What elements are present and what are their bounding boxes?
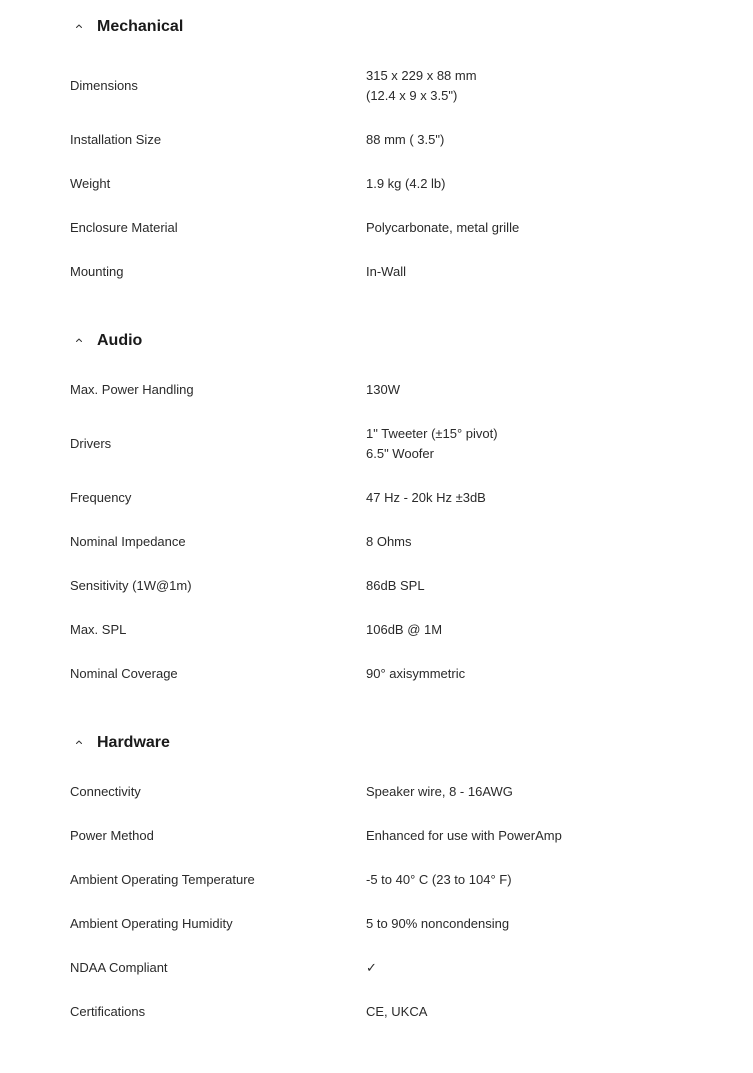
spec-row (70, 770, 710, 814)
spec-label: Max. SPL (70, 622, 127, 637)
section-title: Mechanical (97, 18, 184, 35)
chevron-up-icon[interactable] (74, 737, 84, 747)
spec-label: Power Method (70, 828, 154, 843)
spec-row (70, 54, 710, 118)
spec-value (366, 576, 710, 596)
spec-label: Drivers (70, 436, 112, 451)
spec-row (70, 858, 710, 902)
section-title: Hardware (97, 734, 170, 751)
spec-value (366, 488, 710, 508)
spec-value (366, 826, 710, 846)
section-spacer (70, 294, 710, 314)
spec-value (366, 424, 710, 464)
spec-value-line: 6.5" Woofer (366, 446, 434, 461)
specs-container (70, 0, 710, 1034)
spec-value-line: 47 Hz - 20k Hz ±3dB (366, 490, 486, 505)
spec-label: Max. Power Handling (70, 382, 194, 397)
spec-value (366, 532, 710, 552)
spec-label: Dimensions (70, 78, 138, 93)
spec-value-line: Enhanced for use with PowerAmp (366, 828, 562, 843)
spec-value (366, 262, 710, 282)
spec-value (366, 174, 710, 194)
spec-row (70, 250, 710, 294)
spec-value-line: 1" Tweeter (±15° pivot) (366, 426, 498, 441)
spec-value-line: CE, UKCA (366, 1004, 428, 1019)
spec-row (70, 814, 710, 858)
spec-section-audio (70, 314, 710, 696)
section-header-audio[interactable] (70, 314, 710, 368)
spec-value (366, 1002, 710, 1022)
spec-value-line: 90° axisymmetric (366, 666, 466, 681)
spec-value-line: In-Wall (366, 264, 406, 279)
spec-value-line: 315 x 229 x 88 mm (366, 68, 477, 83)
spec-row (70, 520, 710, 564)
spec-value-line: 130W (366, 382, 400, 397)
spec-value (366, 914, 710, 934)
spec-row (70, 118, 710, 162)
spec-value-line: Speaker wire, 8 - 16AWG (366, 784, 513, 799)
spec-section-hardware (70, 716, 710, 1034)
spec-row (70, 476, 710, 520)
spec-value (366, 66, 710, 106)
spec-label: Connectivity (70, 784, 141, 799)
section-title: Audio (97, 332, 143, 349)
section-header-mechanical[interactable] (70, 0, 710, 54)
spec-row (70, 946, 710, 990)
spec-label: Frequency (70, 490, 132, 505)
spec-value-line: 88 mm ( 3.5") (366, 132, 445, 147)
spec-label: Weight (70, 176, 111, 191)
section-header-hardware[interactable] (70, 716, 710, 770)
spec-value (366, 620, 710, 640)
spec-label: Installation Size (70, 132, 162, 147)
spec-row (70, 564, 710, 608)
spec-label: Enclosure Material (70, 220, 178, 235)
spec-value-line: 5 to 90% noncondensing (366, 916, 510, 931)
spec-row (70, 368, 710, 412)
spec-value (366, 958, 710, 978)
section-spacer (70, 696, 710, 716)
spec-row (70, 162, 710, 206)
spec-label: Nominal Coverage (70, 666, 178, 681)
spec-value (366, 664, 710, 684)
spec-value-line: (12.4 x 9 x 3.5") (366, 88, 458, 103)
spec-row (70, 608, 710, 652)
chevron-up-icon[interactable] (74, 335, 84, 345)
spec-row (70, 206, 710, 250)
spec-row (70, 652, 710, 696)
spec-label: Nominal Impedance (70, 534, 186, 549)
spec-row (70, 990, 710, 1034)
spec-value-line: 1.9 kg (4.2 lb) (366, 176, 446, 191)
spec-value (366, 218, 710, 238)
spec-label: Sensitivity (1W@1m) (70, 578, 192, 593)
spec-label: NDAA Compliant (70, 960, 168, 975)
spec-value (366, 380, 710, 400)
spec-value-line: Polycarbonate, metal grille (366, 220, 520, 235)
chevron-up-icon[interactable] (74, 21, 84, 31)
spec-value-line: 86dB SPL (366, 578, 425, 593)
spec-label: Certifications (70, 1004, 146, 1019)
spec-value (366, 130, 710, 150)
spec-label: Ambient Operating Humidity (70, 916, 233, 931)
spec-value (366, 870, 710, 890)
spec-section-mechanical (70, 0, 710, 294)
spec-label: Ambient Operating Temperature (70, 872, 255, 887)
spec-value-line: 106dB @ 1M (366, 622, 443, 637)
spec-row (70, 412, 710, 476)
spec-label: Mounting (70, 264, 124, 279)
spec-value-line: ✓ (366, 960, 377, 975)
spec-row (70, 902, 710, 946)
spec-value (366, 782, 710, 802)
spec-value-line: 8 Ohms (366, 534, 412, 549)
spec-value-line: -5 to 40° C (23 to 104° F) (366, 872, 512, 887)
